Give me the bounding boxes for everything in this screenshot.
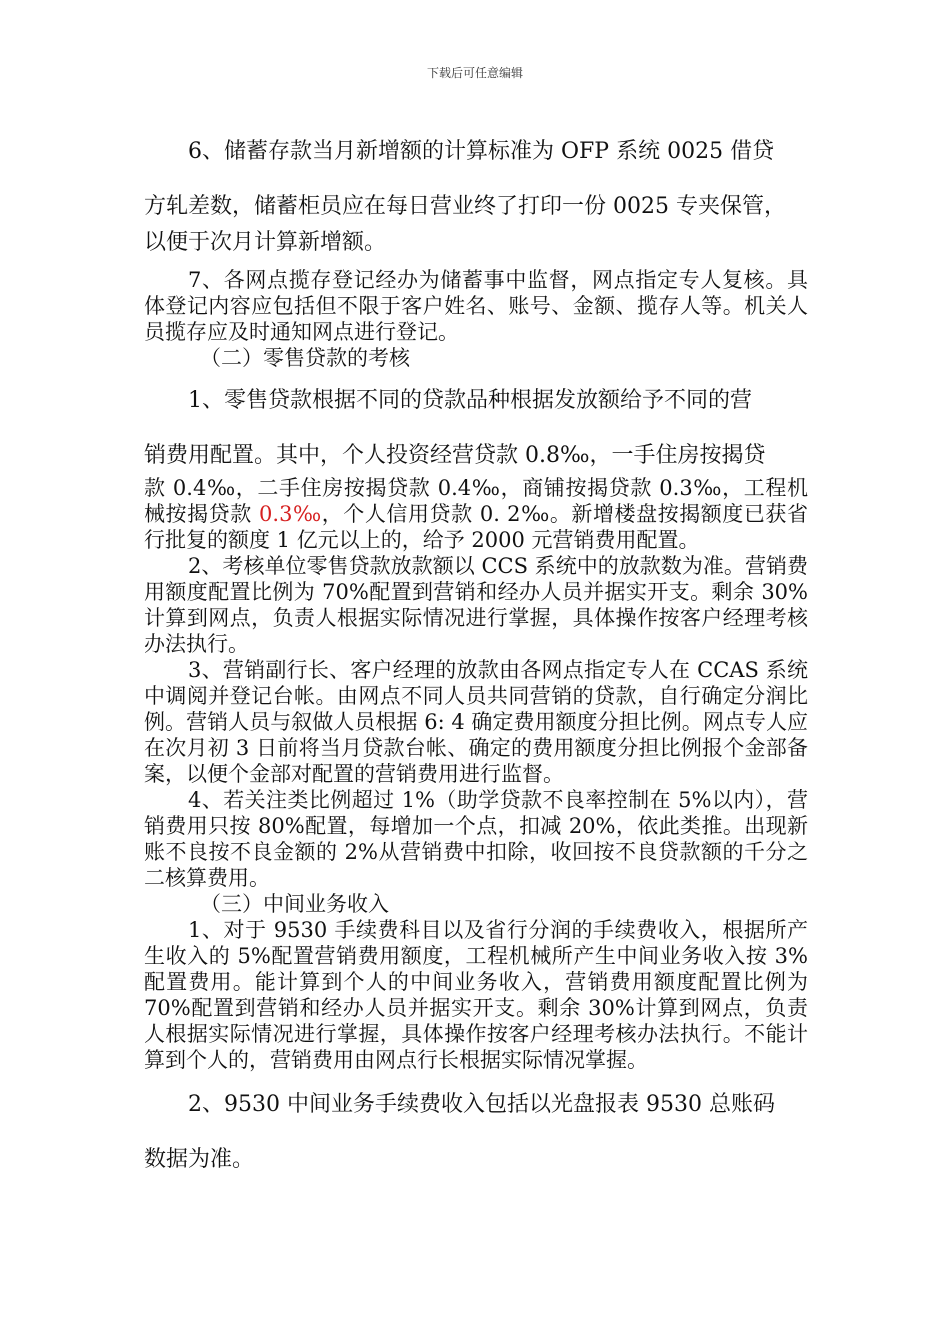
paragraph-retail-2: 2、考核单位零售贷款放款额以 CCS 系统中的放款数为准。营销费用额度配置比例为 70%配置到营销和经办人员并据实开支。剩余 30%计算到网点，负责人根据实际情况进行掌握，具体操作按客户经理考核办法执行。 [144, 554, 808, 656]
retail-1-text-b: ，个人信用贷款 0. 2‰。新增楼盘按揭额度已获省行批复的额度 1 亿元以上的，给予 2000 元营销费用配置。 [144, 502, 808, 552]
paragraph-intermediate-2-line1: 2、9530 中间业务手续费收入包括以光盘报表 9530 总账码 [188, 1092, 775, 1117]
paragraph-6-line1: 6、储蓄存款当月新增额的计算标准为 OFP 系统 0025 借贷 [188, 139, 775, 164]
paragraph-retail-1-line1: 1、零售贷款根据不同的贷款品种根据发放额给予不同的营 [188, 388, 752, 413]
paragraph-intermediate-2-line2: 数据为准。 [144, 1147, 255, 1172]
paragraph-7: 7、各网点揽存登记经办为储蓄事中监督，网点指定专人复核。具体登记内容应包括但不限于客户姓名、账号、金额、揽存人等。机关人员揽存应及时通知网点进行登记。 [144, 268, 808, 344]
paragraph-retail-3: 3、营销副行长、客户经理的放款由各网点指定专人在 CCAS 系统中调阅并登记台帐。由网点不同人员共同营销的贷款，自行确定分润比例。营销人员与叙做人员根据 6: 4 确定费用额度分担比例。网点专人应在次月初 3 日前将当月贷款台帐、确定的费用额度分担比例报个金部备案，以便个金部对配置的营销费用进行监督。 [144, 658, 808, 786]
section-heading-intermediate-business: （三）中间业务收入 [200, 892, 389, 916]
paragraph-retail-1-rest [144, 475, 808, 553]
paragraph-intermediate-1: 1、对于 9530 手续费科目以及省行分润的手续费收入，根据所产生收入的 5%配置营销费用额度，工程机械所产生中间业务收入按 3%配置费用。能计算到个人的中间业务收入，营销费用额度配置比例为 70%配置到营销和经办人员并据实开支。剩余 30%计算到网点，负责人根据实际情况进行掌握，具体操作按客户经理考核办法执行。不能计算到个人的，营销费用由网点行长根据实际情况掌握。 [144, 918, 808, 1072]
document-body [144, 128, 808, 1173]
section-heading-retail-loans: （二）零售贷款的考核 [200, 346, 410, 370]
retail-1-text-a: 款 0.4‰，二手住房按揭贷款 0.4‰，商铺按揭贷款 0.3‰，工程机械按揭贷款 [144, 476, 808, 526]
paragraph-6-line2: 方轧差数，储蓄柜员应在每日营业终了打印一份 0025 专夹保管， [144, 194, 786, 219]
page-header: 下载后可任意编辑 [426, 66, 523, 80]
paragraph-retail-4: 4、若关注类比例超过 1%（助学贷款不良率控制在 5%以内），营销费用只按 80%配置，每增加一个点，扣减 20%，依此类推。出现新账不良按不良金额的 2%从营销费中扣除，收回按不良贷款额的千分之二核算费用。 [144, 788, 808, 890]
paragraph-6-line3: 以便于次月计算新增额。 [144, 230, 387, 255]
highlighted-rate: 0.3‰ [259, 502, 322, 526]
paragraph-retail-1-line2: 销费用配置。其中，个人投资经营贷款 0.8‰，一手住房按揭贷 [144, 443, 766, 468]
